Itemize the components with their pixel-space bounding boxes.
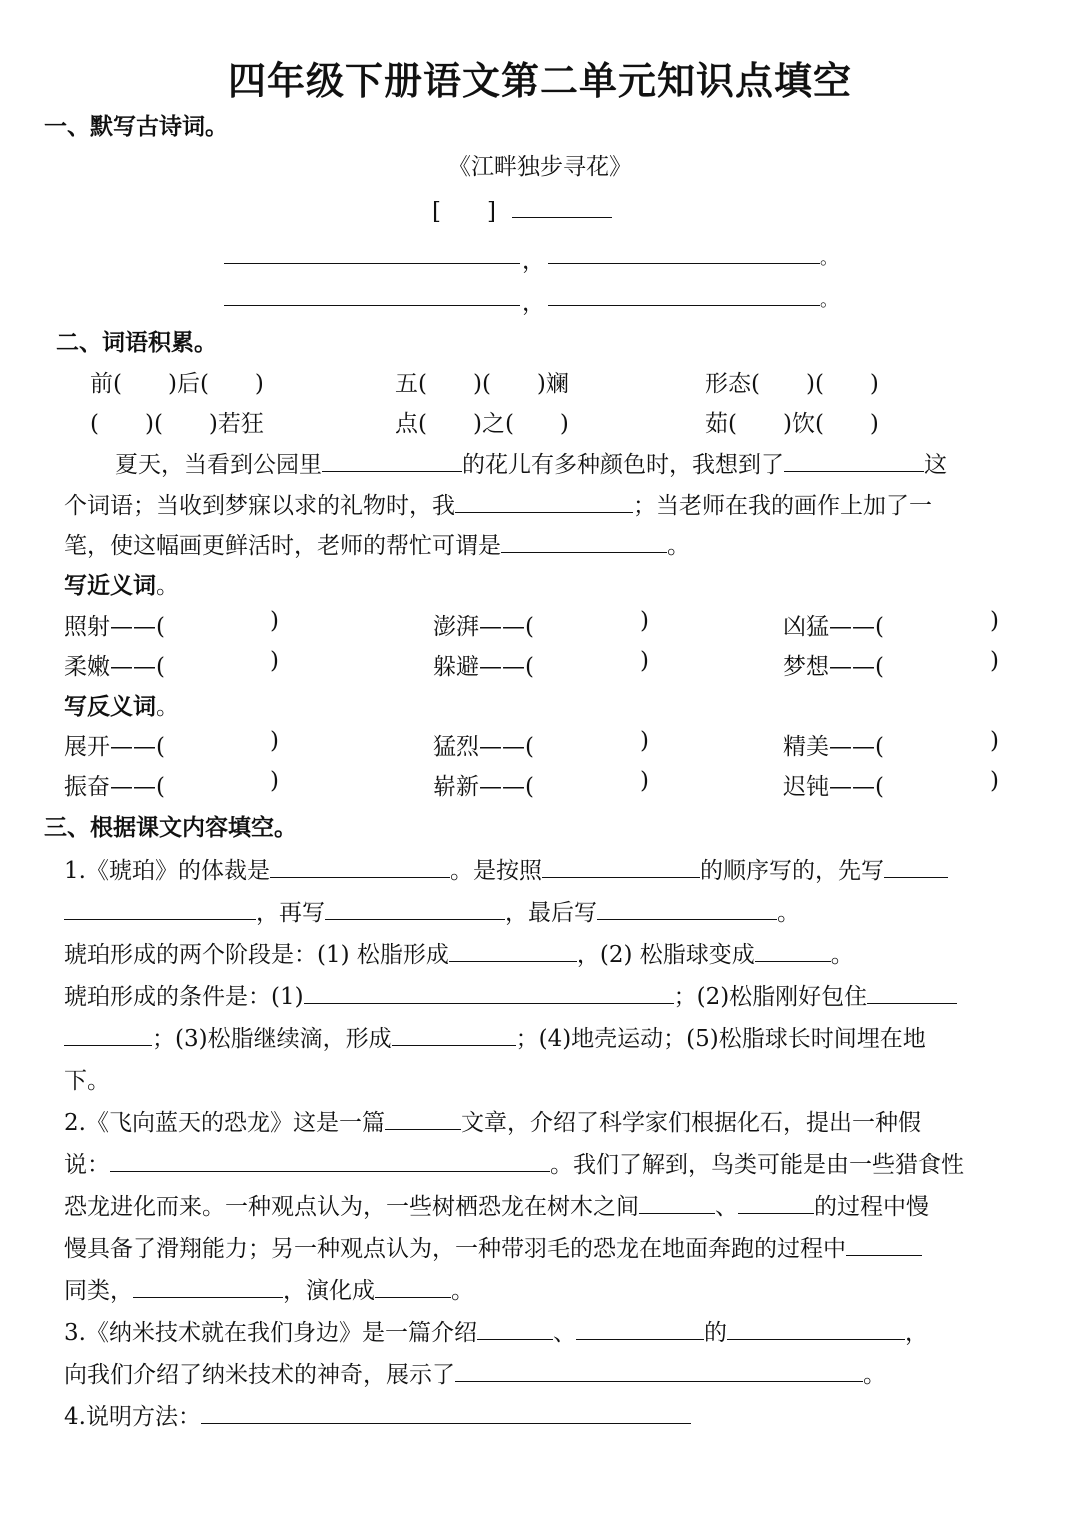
q4-line1 bbox=[64, 1398, 691, 1431]
text: ，最后写 bbox=[505, 900, 597, 926]
close-paren: ) bbox=[990, 728, 999, 754]
close-paren: ) bbox=[640, 768, 649, 794]
q2-line2 bbox=[64, 1146, 964, 1179]
text: 琥珀形成的两个阶段是：(1) 松脂形成 bbox=[64, 942, 449, 968]
antonym-item[interactable]: 崭新——( bbox=[433, 774, 534, 800]
poem-title: 《江畔独步寻花》 bbox=[448, 154, 632, 180]
idiom-item[interactable]: ( )( )若狂 bbox=[90, 411, 264, 437]
synonym-item[interactable]: 澎湃——( bbox=[433, 614, 534, 640]
close-paren: ) bbox=[640, 648, 649, 674]
text: 、 bbox=[552, 1320, 576, 1346]
synonyms-heading bbox=[64, 567, 179, 600]
text: ，(2) 松脂球变成 bbox=[576, 942, 755, 968]
text: 。 bbox=[830, 942, 854, 968]
antonyms-heading bbox=[64, 688, 179, 721]
text: 的 bbox=[703, 1320, 727, 1346]
text: 恐龙进化而来。一种观点认为，一些树栖恐龙在树木之间 bbox=[64, 1194, 639, 1220]
fill-blank[interactable] bbox=[784, 449, 924, 472]
text: 同类， bbox=[64, 1278, 133, 1304]
poem-line1-blank-b[interactable] bbox=[548, 263, 820, 264]
idiom-item[interactable]: 前( )后( ) bbox=[90, 371, 264, 397]
text: 。 bbox=[777, 900, 800, 926]
text: 文章，介绍了科学家们根据化石，提出一种假 bbox=[460, 1110, 921, 1136]
fill-blank[interactable] bbox=[201, 1401, 691, 1424]
text: ，再写 bbox=[256, 900, 325, 926]
q2-line3 bbox=[64, 1188, 929, 1221]
q2-line1 bbox=[64, 1104, 921, 1137]
poem-line1-comma: ， bbox=[522, 248, 545, 274]
idiom-item[interactable]: 点( )之( ) bbox=[395, 411, 569, 437]
antonym-item[interactable]: 迟钝——( bbox=[783, 774, 884, 800]
text: 琥珀形成的条件是：(1) bbox=[64, 984, 304, 1010]
fill-blank[interactable] bbox=[639, 1191, 715, 1214]
antonyms-heading-text: 写反义词 bbox=[64, 694, 156, 720]
synonym-item[interactable]: 躲避——( bbox=[433, 654, 534, 680]
idiom-item[interactable]: 茹( )饮( ) bbox=[705, 411, 879, 437]
fill-blank[interactable] bbox=[304, 981, 674, 1004]
close-paren: ) bbox=[640, 608, 649, 634]
fill-blank[interactable] bbox=[501, 530, 667, 553]
poem-line2-blank-b[interactable] bbox=[548, 305, 820, 306]
text: 笔，使这幅画更鲜活时，老师的帮忙可谓是 bbox=[64, 533, 501, 559]
fill-blank[interactable] bbox=[455, 490, 633, 513]
fill-blank[interactable] bbox=[727, 1317, 905, 1340]
text: 说： bbox=[64, 1152, 110, 1178]
page-title: 四年级下册语文第二单元知识点填空 bbox=[227, 59, 852, 103]
q1-line4 bbox=[64, 978, 957, 1011]
synonyms-heading-text: 写近义词 bbox=[64, 573, 156, 599]
text: 。 bbox=[667, 533, 690, 559]
fill-blank[interactable] bbox=[270, 855, 450, 878]
poem-line2-blank-a[interactable] bbox=[224, 305, 520, 306]
poem-author-bracket: [ ] bbox=[432, 199, 496, 225]
poem-line1-blank-a[interactable] bbox=[224, 263, 520, 264]
para-line3 bbox=[64, 527, 690, 560]
fill-blank[interactable] bbox=[392, 1023, 516, 1046]
fill-blank[interactable] bbox=[884, 855, 948, 878]
text: 的顺序写的，先写 bbox=[699, 858, 884, 884]
text: 慢具备了滑翔能力；另一种观点认为，一种带羽毛的恐龙在地面奔跑的过程中 bbox=[64, 1236, 846, 1262]
fill-blank[interactable] bbox=[110, 1149, 550, 1172]
text: 这 bbox=[924, 452, 947, 478]
fill-blank[interactable] bbox=[542, 855, 700, 878]
text: 向我们介绍了纳米技术的神奇，展示了 bbox=[64, 1362, 455, 1388]
text: ；(3)松脂继续滴，形成 bbox=[152, 1026, 392, 1052]
fill-blank[interactable] bbox=[385, 1107, 461, 1130]
fill-blank[interactable] bbox=[846, 1233, 922, 1256]
close-paren: ) bbox=[270, 768, 279, 794]
antonyms-heading-dot: 。 bbox=[156, 694, 179, 720]
section2-heading: 二、词语积累。 bbox=[56, 330, 217, 356]
fill-blank[interactable] bbox=[477, 1317, 553, 1340]
antonym-item[interactable]: 精美——( bbox=[783, 734, 884, 760]
close-paren: ) bbox=[990, 768, 999, 794]
poem-line2-comma: ， bbox=[522, 290, 545, 316]
text: 3.《纳米技术就在我们身边》是一篇介绍 bbox=[64, 1320, 477, 1346]
q1-line5 bbox=[64, 1020, 926, 1053]
antonym-item[interactable]: 展开——( bbox=[64, 734, 165, 760]
fill-blank[interactable] bbox=[133, 1275, 283, 1298]
text: ，演化成 bbox=[283, 1278, 375, 1304]
fill-blank[interactable] bbox=[325, 897, 505, 920]
q2-line5 bbox=[64, 1272, 474, 1305]
synonym-item[interactable]: 梦想——( bbox=[783, 654, 884, 680]
fill-blank[interactable] bbox=[64, 897, 256, 920]
para-line2 bbox=[64, 487, 932, 520]
text: 。是按照 bbox=[449, 858, 542, 884]
poem-line2-period: 。 bbox=[820, 290, 838, 311]
q1-line2 bbox=[64, 894, 800, 927]
close-paren: ) bbox=[270, 608, 279, 634]
idiom-item[interactable]: 五( )( )斓 bbox=[395, 371, 569, 397]
fill-blank[interactable] bbox=[867, 981, 957, 1004]
section1-heading: 一、默写古诗词。 bbox=[44, 114, 228, 140]
text: 、 bbox=[715, 1194, 738, 1220]
poem-author-blank[interactable] bbox=[512, 217, 612, 218]
synonym-item[interactable]: 照射——( bbox=[64, 614, 165, 640]
q1-line3 bbox=[64, 936, 854, 969]
q1-line1 bbox=[64, 852, 948, 885]
close-paren: ) bbox=[270, 728, 279, 754]
text: 个词语；当收到梦寐以求的礼物时，我 bbox=[64, 493, 455, 519]
text: ， bbox=[904, 1320, 928, 1346]
poem-line1-period: 。 bbox=[820, 248, 838, 269]
synonym-item[interactable]: 凶猛——( bbox=[783, 614, 884, 640]
text: ；(4)地壳运动；(5)松脂球长时间埋在地 bbox=[515, 1026, 926, 1052]
fill-blank[interactable] bbox=[755, 939, 831, 962]
text: 4.说明方法： bbox=[64, 1404, 201, 1430]
antonym-item[interactable]: 振奋——( bbox=[64, 774, 165, 800]
fill-blank[interactable] bbox=[455, 1359, 863, 1382]
text: ；(2)松脂刚好包住 bbox=[673, 984, 868, 1010]
text: 2.《飞向蓝天的恐龙》这是一篇 bbox=[64, 1110, 385, 1136]
text: 。我们了解到，鸟类可能是由一些猎食性 bbox=[550, 1152, 964, 1178]
text: 的过程中慢 bbox=[814, 1194, 929, 1220]
section3-heading: 三、根据课文内容填空。 bbox=[44, 815, 297, 841]
fill-blank[interactable] bbox=[375, 1275, 451, 1298]
close-paren: ) bbox=[990, 608, 999, 634]
q3-line2 bbox=[64, 1356, 886, 1389]
close-paren: ) bbox=[270, 648, 279, 674]
text: 。 bbox=[863, 1362, 886, 1388]
fill-blank[interactable] bbox=[449, 939, 577, 962]
synonym-item[interactable]: 柔嫩——( bbox=[64, 654, 165, 680]
fill-blank[interactable] bbox=[576, 1317, 704, 1340]
fill-blank[interactable] bbox=[738, 1191, 814, 1214]
text: 的花儿有多种颜色时，我想到了 bbox=[462, 452, 784, 478]
antonym-item[interactable]: 猛烈——( bbox=[433, 734, 534, 760]
para-line1 bbox=[115, 446, 947, 479]
text: 夏天，当看到公园里 bbox=[115, 452, 322, 478]
close-paren: ) bbox=[990, 648, 999, 674]
fill-blank[interactable] bbox=[64, 1023, 152, 1046]
q3-line1 bbox=[64, 1314, 928, 1347]
q2-line4 bbox=[64, 1230, 922, 1263]
text: 。 bbox=[451, 1278, 474, 1304]
text: ；当老师在我的画作上加了一 bbox=[633, 493, 932, 519]
text: 1.《琥珀》的体裁是 bbox=[64, 858, 270, 884]
idiom-item[interactable]: 形态( )( ) bbox=[705, 371, 879, 397]
close-paren: ) bbox=[640, 728, 649, 754]
synonyms-heading-dot: 。 bbox=[156, 573, 179, 599]
fill-blank[interactable] bbox=[322, 449, 462, 472]
fill-blank[interactable] bbox=[597, 897, 777, 920]
q1-line6: 下。 bbox=[64, 1068, 110, 1094]
